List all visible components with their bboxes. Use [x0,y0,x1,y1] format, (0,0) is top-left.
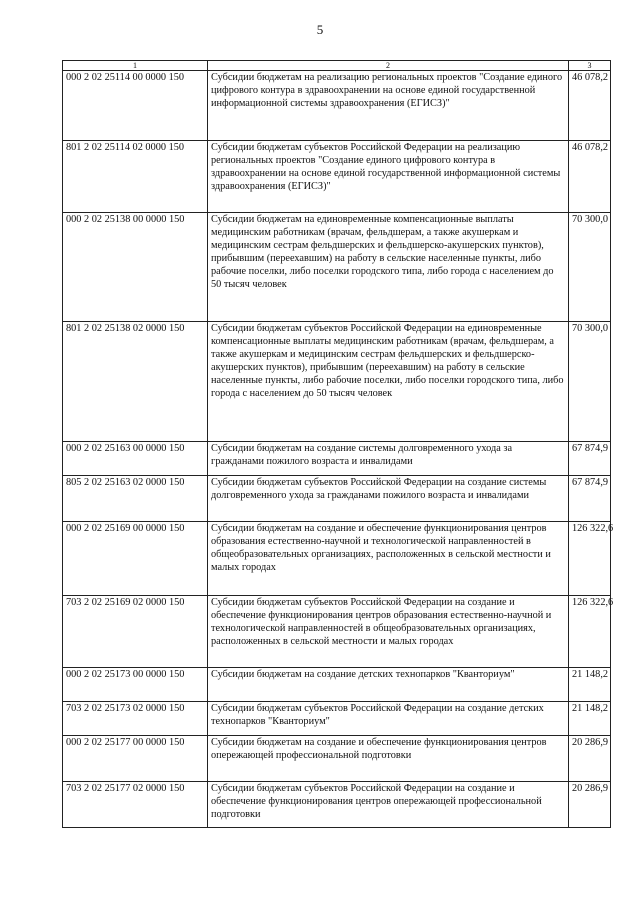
amount: 20 286,9 [569,736,611,782]
budget-code: 000 2 02 25177 00 0000 150 [63,736,208,782]
amount: 46 078,2 [569,71,611,141]
table-row [63,141,611,213]
amount: 70 300,0 [569,213,611,322]
revenue-name: Субсидии бюджетам на создание и обеспечение функционирования центров образования естественно-научной и технологической направленностей в общеобразовательных организациях, расположенных в сельской местности и малых городах [208,522,569,596]
budget-code: 703 2 02 25177 02 0000 150 [63,782,208,828]
budget-code: 000 2 02 25138 00 0000 150 [63,213,208,322]
table-row [63,71,611,141]
column-header: 3 [569,61,611,71]
table-row [63,522,611,596]
page-number: 5 [316,22,324,37]
table-header-row [63,61,611,71]
budget-code: 000 2 02 25163 00 0000 150 [63,442,208,476]
revenue-name: Субсидии бюджетам на создание детских технопарков "Кванториум" [208,668,569,702]
revenue-name: Субсидии бюджетам на создание системы долговременного ухода за гражданами пожилого возраста и инвалидами [208,442,569,476]
amount: 20 286,9 [569,782,611,828]
budget-code: 703 2 02 25173 02 0000 150 [63,702,208,736]
revenue-name: Субсидии бюджетам субъектов Российской Федерации на создание и обеспечение функционирования центров образования естественно-научной и технологической направленностей в общеобразовательных организациях, расположенных в сельской местности и малых городах [208,596,569,668]
budget-code: 805 2 02 25163 02 0000 150 [63,476,208,522]
table-row [63,476,611,522]
amount: 126 322,6 [569,596,611,668]
amount: 67 874,9 [569,442,611,476]
revenue-name: Субсидии бюджетам субъектов Российской Федерации на создание и обеспечение функционирования центров опережающей профессиональной подготовки [208,782,569,828]
column-header: 2 [208,61,569,71]
column-header: 1 [63,61,208,71]
budget-code: 703 2 02 25169 02 0000 150 [63,596,208,668]
amount: 46 078,2 [569,141,611,213]
revenue-name: Субсидии бюджетам на создание и обеспечение функционирования центров опережающей профессиональной подготовки [208,736,569,782]
amount: 126 322,6 [569,522,611,596]
revenue-name: Субсидии бюджетам субъектов Российской Федерации на реализацию региональных проектов "Создание единого цифрового контура в здравоохранении на основе единой государственной информационной системы здравоохранения (ЕГИСЗ)" [208,141,569,213]
table-row [63,213,611,322]
amount: 21 148,2 [569,702,611,736]
table-row [63,322,611,442]
revenue-name: Субсидии бюджетам субъектов Российской Федерации на единовременные компенсационные выплаты медицинским работникам (врачам, фельдшерам, а также акушеркам и медицинским сестрам фельдшерских и фельдшерско-акушерских пунктов), прибывшим (переехавшим) на работу в сельские населенные пункты, либо рабочие поселки, либо поселки городского типа, либо города с населением до 50 тысяч человек [208,322,569,442]
revenue-name: Субсидии бюджетам на единовременные компенсационные выплаты медицинским работникам (врачам, фельдшерам, а также акушеркам и медицинским сестрам фельдшерских и фельдшерско-акушерских пунктов), прибывшим (переехавшим) на работу в сельские населенные пункты, либо рабочие поселки, либо поселки городского типа, либо города с населением до 50 тысяч человек [208,213,569,322]
budget-code: 000 2 02 25173 00 0000 150 [63,668,208,702]
budget-code: 801 2 02 25138 02 0000 150 [63,322,208,442]
revenue-name: Субсидии бюджетам субъектов Российской Федерации на создание системы долговременного ухода за гражданами пожилого возраста и инвалидами [208,476,569,522]
table-row [63,702,611,736]
revenue-name: Субсидии бюджетам субъектов Российской Федерации на создание детских технопарков "Кванториум" [208,702,569,736]
budget-code: 000 2 02 25169 00 0000 150 [63,522,208,596]
table-row [63,782,611,828]
amount: 21 148,2 [569,668,611,702]
budget-code: 000 2 02 25114 00 0000 150 [63,71,208,141]
budget-code: 801 2 02 25114 02 0000 150 [63,141,208,213]
amount: 67 874,9 [569,476,611,522]
revenue-name: Субсидии бюджетам на реализацию региональных проектов "Создание единого цифрового контура в здравоохранении на основе единой государственной информационной системы здравоохранения (ЕГИСЗ)" [208,71,569,141]
amount: 70 300,0 [569,322,611,442]
budget-table [62,60,614,828]
table-row [63,596,611,668]
table-row [63,736,611,782]
table-row [63,442,611,476]
table-row [63,668,611,702]
